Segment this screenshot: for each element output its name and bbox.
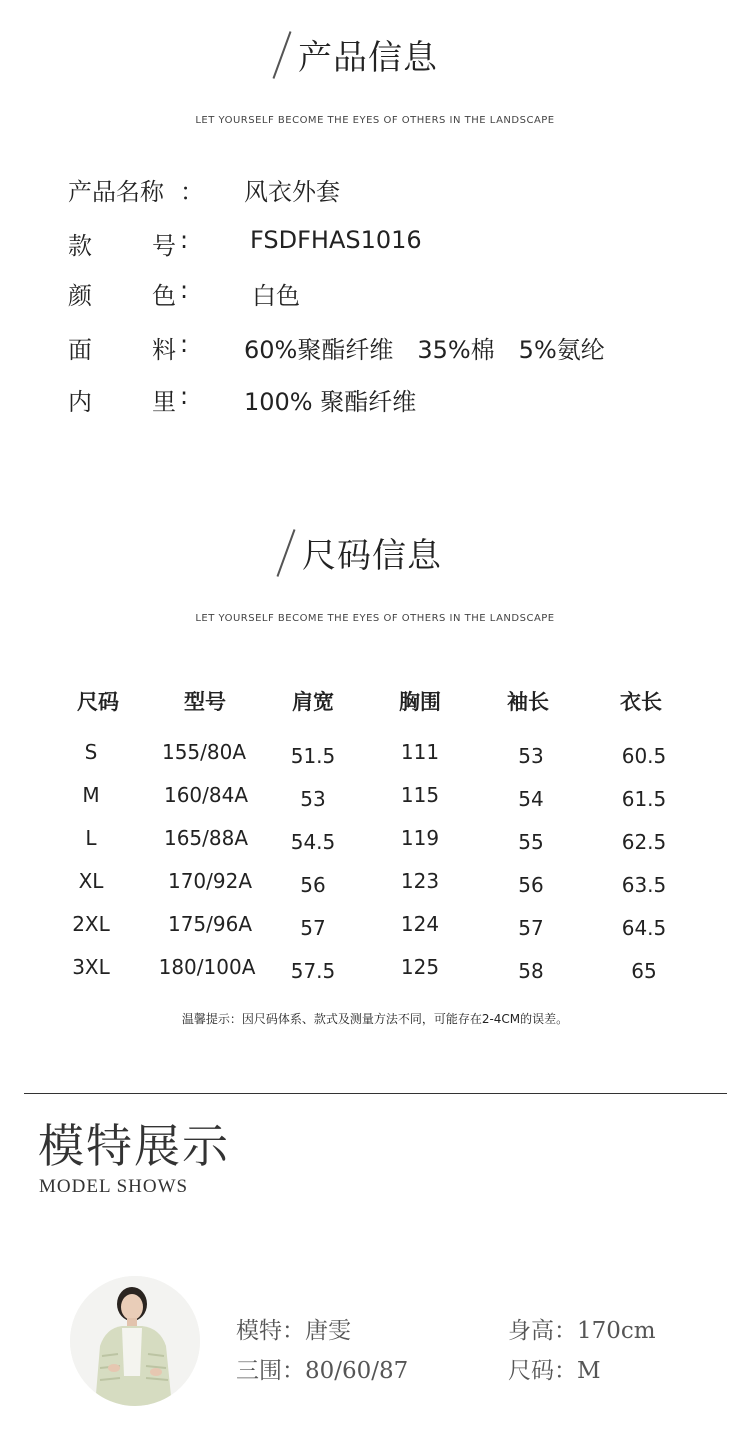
shoulder-cell: 57.5 <box>290 959 336 983</box>
shoulder-cell: 56 <box>300 873 326 897</box>
size-value: M <box>577 1358 601 1384</box>
model-no-cell: 175/96A <box>167 912 253 936</box>
info-value: 白色 <box>252 282 300 310</box>
info-colon: : <box>180 382 189 410</box>
product-info-header <box>0 22 750 126</box>
model-no-cell: 170/92A <box>167 869 253 893</box>
table-row <box>40 740 730 770</box>
cut-off-text-line <box>160 1440 580 1448</box>
info-label: 款 <box>68 232 92 260</box>
chest-cell: 123 <box>400 869 440 893</box>
model-height-stat <box>508 1312 656 1345</box>
measure-value: 80/60/87 <box>305 1358 409 1384</box>
chest-cell: 125 <box>400 955 440 979</box>
model-no-cell: 180/100A <box>158 955 256 979</box>
table-row <box>40 912 730 942</box>
length-cell: 60.5 <box>621 744 667 768</box>
size-cell: S <box>84 740 98 764</box>
info-value: 60%聚酯纤维 35%棉 5%氨纶 <box>244 336 605 364</box>
header-cell: 胸围 <box>399 690 441 714</box>
sleeve-cell: 53 <box>518 744 544 768</box>
info-colon: : <box>180 226 189 254</box>
table-row <box>40 955 730 985</box>
info-colon: ： <box>180 178 204 206</box>
info-colon: : <box>180 276 189 304</box>
table-row <box>40 869 730 899</box>
chest-cell: 124 <box>400 912 440 936</box>
shoulder-cell: 51.5 <box>290 744 336 768</box>
header-cell: 肩宽 <box>292 690 334 714</box>
sleeve-cell: 55 <box>518 830 544 854</box>
model-section-subtitle: MODEL SHOWS <box>39 1176 189 1197</box>
info-label: 号 <box>152 232 176 260</box>
size-cell: 3XL <box>72 955 110 979</box>
divider <box>24 1093 727 1094</box>
model-no-cell: 160/84A <box>163 783 249 807</box>
section-title: 产品信息 <box>298 38 438 78</box>
info-label: 产品名称 <box>68 178 164 206</box>
sleeve-cell: 54 <box>518 787 544 811</box>
chest-cell: 111 <box>400 740 440 764</box>
info-label: 色 <box>152 282 176 310</box>
info-label: 里 <box>152 388 176 416</box>
size-note: 温馨提示：因尺码体系、款式及测量方法不同，可能存在2-4CM的误差。 <box>181 1012 569 1026</box>
model-measure-stat <box>236 1352 408 1385</box>
size-cell: L <box>85 826 97 850</box>
size-cell: 2XL <box>72 912 110 936</box>
sleeve-cell: 57 <box>518 916 544 940</box>
model-name-value: 唐雯 <box>305 1318 351 1344</box>
length-cell: 65 <box>631 959 657 983</box>
info-value: 风衣外套 <box>244 178 340 206</box>
length-cell: 64.5 <box>621 916 667 940</box>
section-title: 尺码信息 <box>302 536 442 576</box>
section-subtitle: LET YOURSELF BECOME THE EYES OF OTHERS IN THE LANDSCAPE <box>195 613 555 624</box>
table-row <box>40 783 730 813</box>
height-value: 170cm <box>577 1318 656 1344</box>
length-cell: 62.5 <box>621 830 667 854</box>
info-label: 料 <box>152 336 176 364</box>
height-label: 身高： <box>508 1318 577 1344</box>
header-cell: 衣长 <box>620 690 662 714</box>
info-colon: : <box>180 330 189 358</box>
info-label: 内 <box>68 388 92 416</box>
info-label: 面 <box>68 336 92 364</box>
table-row <box>40 826 730 856</box>
size-cell: M <box>82 783 100 807</box>
info-label: 颜 <box>68 282 92 310</box>
header-cell: 袖长 <box>507 690 549 714</box>
model-photo-icon <box>70 1276 200 1406</box>
model-section-title: 模特展示 <box>38 1119 230 1173</box>
model-no-cell: 165/88A <box>163 826 249 850</box>
info-value: 100% 聚酯纤维 <box>244 388 417 416</box>
size-cell: XL <box>78 869 104 893</box>
model-no-cell: 155/80A <box>161 740 247 764</box>
avatar <box>70 1276 200 1406</box>
header-cell: 型号 <box>184 690 226 714</box>
sleeve-cell: 56 <box>518 873 544 897</box>
shoulder-cell: 53 <box>300 787 326 811</box>
model-size-stat <box>508 1352 601 1385</box>
slash-divider-icon <box>277 529 296 577</box>
chest-cell: 119 <box>400 826 440 850</box>
length-cell: 63.5 <box>621 873 667 897</box>
sleeve-cell: 58 <box>518 959 544 983</box>
size-table-header <box>40 686 730 716</box>
section-subtitle: LET YOURSELF BECOME THE EYES OF OTHERS IN THE LANDSCAPE <box>195 115 555 126</box>
shoulder-cell: 54.5 <box>290 830 336 854</box>
size-label: 尺码： <box>508 1358 577 1384</box>
measure-label: 三围： <box>236 1358 305 1384</box>
model-name-stat <box>236 1312 351 1345</box>
size-info-header <box>0 520 750 624</box>
slash-divider-icon <box>273 31 292 79</box>
info-value: FSDFHAS1016 <box>250 226 422 254</box>
shoulder-cell: 57 <box>300 916 326 940</box>
chest-cell: 115 <box>400 783 440 807</box>
length-cell: 61.5 <box>621 787 667 811</box>
model-name-label: 模特： <box>236 1318 305 1344</box>
header-cell: 尺码 <box>77 690 119 714</box>
